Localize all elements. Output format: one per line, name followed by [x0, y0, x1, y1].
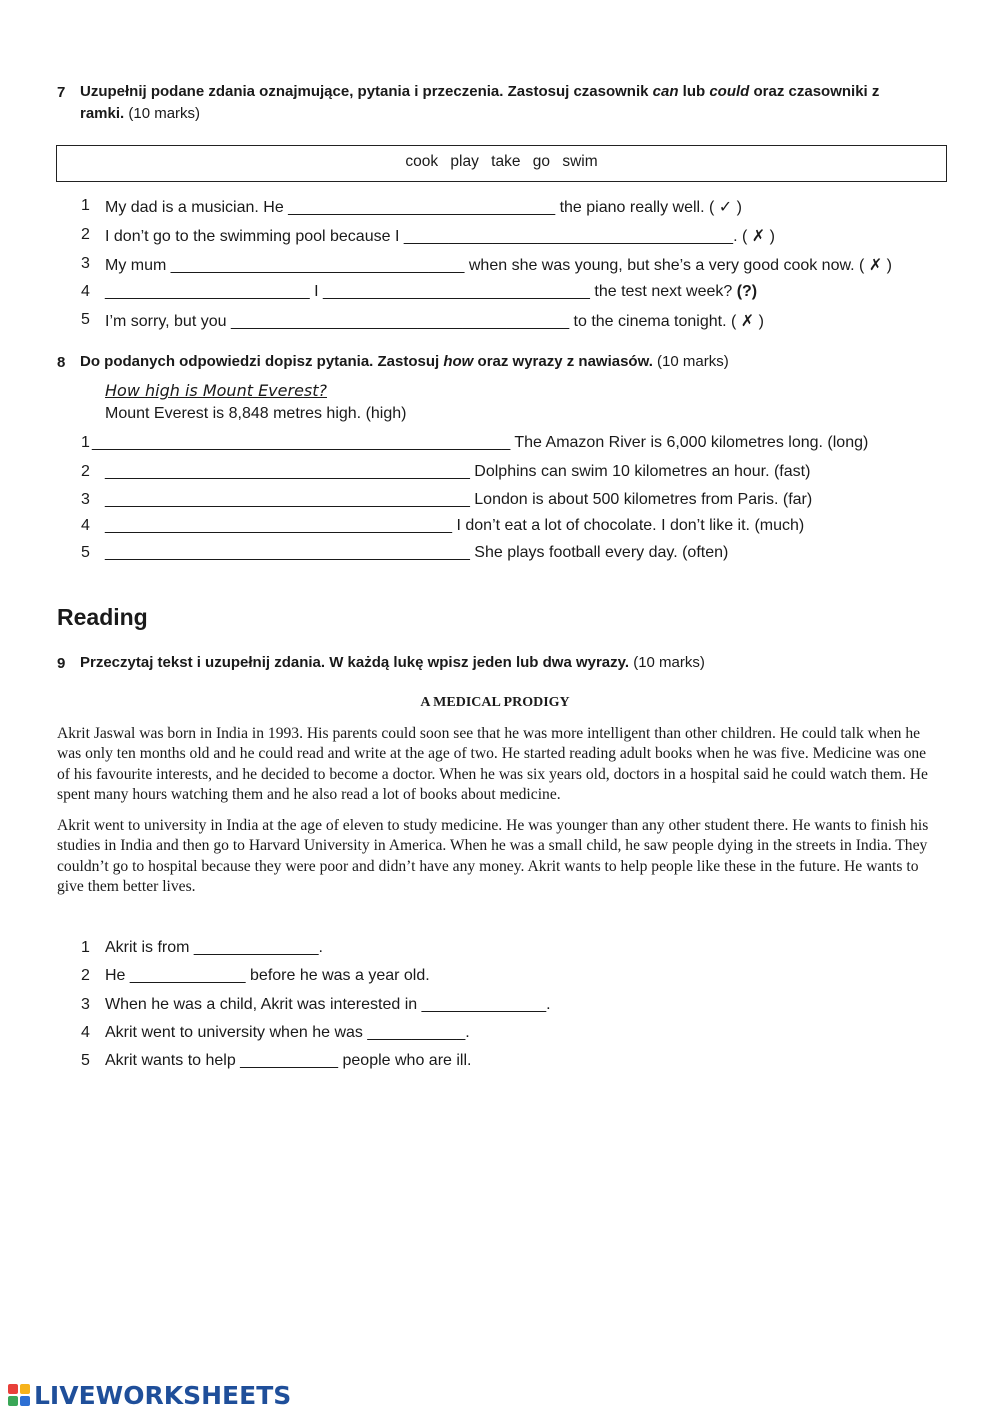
exercise-9-number: 9	[57, 655, 66, 672]
item-text[interactable]: _________________________________________ Dolphins can swim 10 kilometres an hour. (fast)	[105, 463, 811, 480]
logo-square-green	[8, 1396, 18, 1406]
item-number: 5	[81, 1052, 90, 1069]
item-number: 1	[81, 434, 90, 451]
item-text[interactable]: _________________________________________ London is about 500 kilometres from Paris. (far)	[105, 491, 813, 508]
item-text[interactable]: I’m sorry, but you ______________________________________ to the cinema tonight. ( ✗ )	[105, 313, 764, 330]
exercise-8-number: 8	[57, 354, 66, 371]
item-number: 4	[81, 1024, 90, 1041]
item-text[interactable]: _______________________________________ I don’t eat a lot of chocolate. I don’t like it. (much)	[105, 517, 805, 534]
item-text[interactable]: He _____________ before he was a year old.	[105, 967, 430, 984]
instruction-text-2: oraz czasowniki z ramki.	[80, 83, 880, 122]
item-text[interactable]: _________________________________________ She plays football every day. (often)	[105, 544, 729, 561]
instruction-how: how	[443, 353, 474, 370]
item-text[interactable]: My dad is a musician. He ______________________________ the piano really well. ( ✓ )	[105, 199, 742, 216]
item-text[interactable]: _______________________________________________ The Amazon River is 6,000 kilometres long. (long)	[92, 434, 869, 451]
item-number: 4	[81, 517, 90, 534]
reading-paragraph-1: Akrit Jaswal was born in India in 1993. His parents could soon see that he was more intelligent than other children. He could talk when he was only ten months old and he could read and write at the age of two. He started reading adult books when he was five. Medicine was one of his favourite interests, and he decided to become a doctor. When he was six years old, doctors in a hospital said he could watch them. He spent many hours watching them and he also read a lot of books about medicine.	[57, 725, 928, 804]
word-box-words: cook play take go swim	[405, 153, 598, 170]
item-number: 3	[81, 255, 90, 272]
instruction-could: could	[709, 83, 750, 100]
item-text[interactable]	[105, 283, 757, 301]
logo-square-blue	[20, 1396, 30, 1406]
logo-grid-icon	[8, 1384, 30, 1406]
item-number: 2	[81, 226, 90, 243]
example-question: How high is Mount Everest?	[105, 381, 328, 400]
question-mark-symbol: (?)	[736, 283, 758, 300]
reading-paragraph-2: Akrit went to university in India at the age of eleven to study medicine. He was younger than any other student there. He wants to finish his studies in India and then go to Harvard University in America. When he was a small child, he saw people dying in the streets in India. They couldn’t go to hospital because they were poor and didn’t have any money. Akrit wants to help people like these in the future. He wants to give them better lives.	[57, 817, 929, 896]
example-answer: Mount Everest is 8,848 metres high. (high)	[105, 405, 407, 422]
item-text[interactable]: Akrit wants to help ___________ people who are ill.	[105, 1052, 472, 1069]
item-number: 1	[81, 197, 90, 214]
instruction-can: can	[652, 83, 679, 100]
exercise-7-instruction	[80, 81, 900, 125]
item-number: 5	[81, 311, 90, 328]
item-text[interactable]: My mum _________________________________ when she was young, but she’s a very good cook now. ( ✗ )	[105, 257, 892, 274]
marks-label: (10 marks)	[124, 105, 201, 122]
logo-text: LIVEWORKSHEETS	[34, 1380, 292, 1410]
logo-square-red	[8, 1384, 18, 1394]
item-number: 5	[81, 544, 90, 561]
item-text[interactable]: When he was a child, Akrit was interested in ______________.	[105, 996, 551, 1013]
instruction-text: Przeczytaj tekst i uzupełnij zdania. W każdą lukę wpisz jeden lub dwa wyrazy.	[80, 654, 630, 671]
item-number: 3	[81, 996, 90, 1013]
marks-label: (10 marks)	[629, 654, 705, 671]
logo-square-yellow	[20, 1384, 30, 1394]
item-text-pre: _______________________ I ______________________________ the test next week?	[105, 283, 737, 300]
marks-label: (10 marks)	[652, 353, 729, 370]
exercise-9-instruction	[80, 652, 900, 674]
exercise-8-instruction	[80, 351, 900, 373]
item-number: 2	[81, 463, 90, 480]
exercise-7-number: 7	[57, 84, 66, 101]
word-box	[56, 145, 947, 182]
liveworksheets-logo[interactable]	[8, 1380, 291, 1410]
item-text[interactable]: Akrit went to university when he was ___________.	[105, 1024, 470, 1041]
item-number: 2	[81, 967, 90, 984]
item-number: 4	[81, 283, 90, 300]
instruction-text: Uzupełnij podane zdania oznajmujące, pytania i przeczenia. Zastosuj czasownik	[80, 83, 653, 100]
instruction-text-2: oraz wyrazy z nawiasów.	[473, 353, 653, 370]
reading-text-title: A MEDICAL PRODIGY	[420, 695, 570, 710]
item-number: 1	[81, 939, 90, 956]
instruction-text: Do podanych odpowiedzi dopisz pytania. Zastosuj	[80, 353, 444, 370]
section-title: Reading	[57, 604, 148, 630]
instruction-lub: lub	[678, 83, 710, 100]
item-text[interactable]: Akrit is from ______________.	[105, 939, 323, 956]
item-text[interactable]: I don’t go to the swimming pool because I _____________________________________. ( ✗ )	[105, 228, 775, 245]
item-number: 3	[81, 491, 90, 508]
